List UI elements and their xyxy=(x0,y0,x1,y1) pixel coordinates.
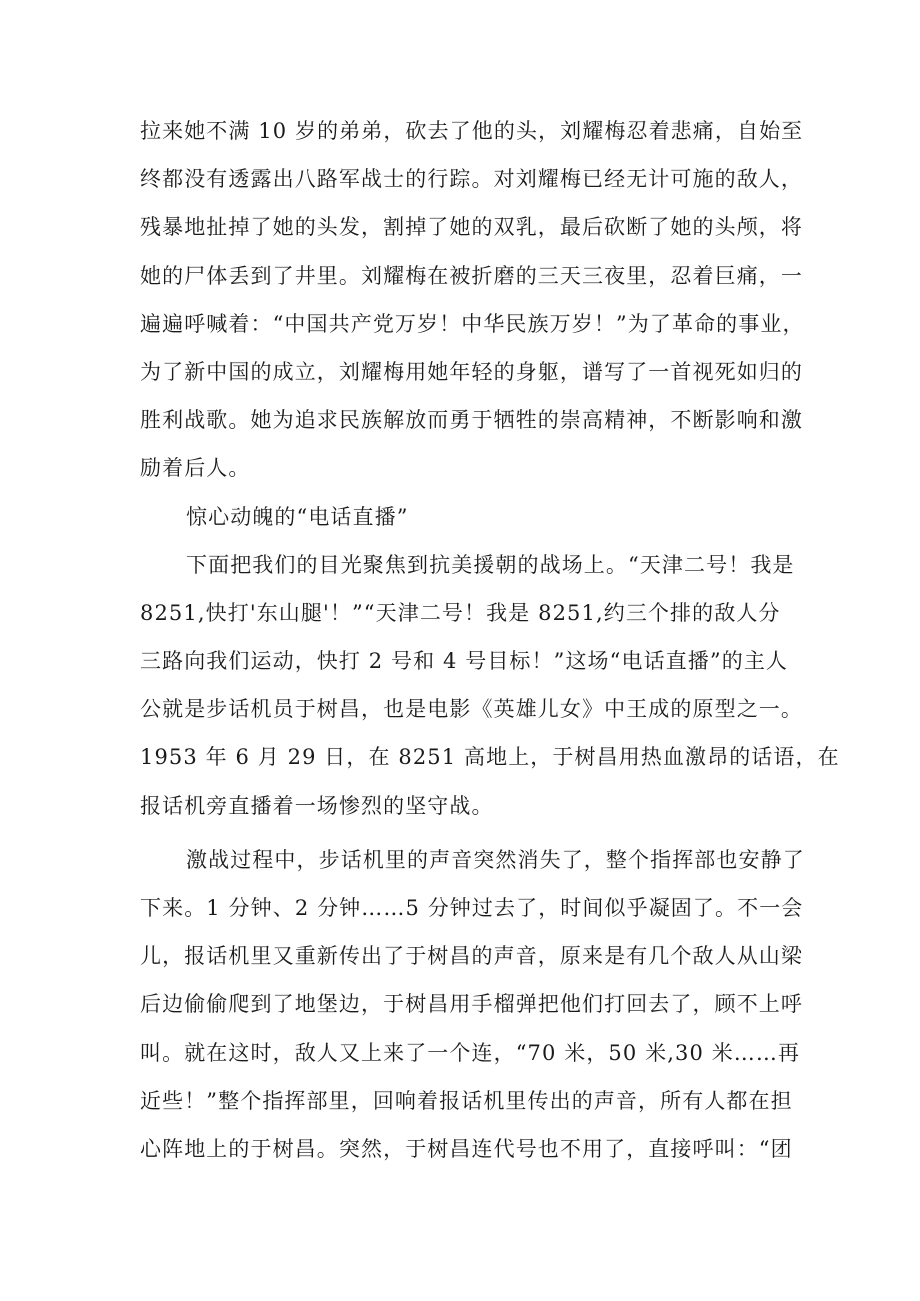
text-line: 儿，报话机里又重新传出了于树昌的声音，原来是有几个敌人从山梁 xyxy=(140,944,803,969)
text-line: 励着后人。 xyxy=(140,456,251,481)
text-line: 后边偷偷爬到了地堡边，于树昌用手榴弹把他们打回去了，顾不上呼 xyxy=(140,992,803,1017)
text-line: 残暴地扯掉了她的头发，割掉了她的双乳，最后砍断了她的头颅，将 xyxy=(140,215,803,240)
text-line: 三路向我们运动，快打 2 号和 4 号目标！”这场“电话直播”的主人 xyxy=(140,649,789,674)
text-line: 下来。1 分钟、2 分钟……5 分钟过去了，时间似乎凝固了。不一会 xyxy=(140,896,804,920)
text-line: 胜利战歌。她为追求民族解放而勇于牺牲的崇高精神，不断影响和激 xyxy=(140,408,803,433)
text-line: 报话机旁直播着一场惨烈的坚守战。 xyxy=(140,793,494,818)
text-line: 下面把我们的目光聚焦到抗美援朝的战场上。“天津二号！我是 xyxy=(186,552,795,577)
text-line: 叫。就在这时，敌人又上来了一个连，“70 米，50 米,30 米……再 xyxy=(140,1040,801,1065)
text-line: 她的尸体丢到了井里。刘耀梅在被折磨的三天三夜里，忍着巨痛，一 xyxy=(140,263,803,288)
paragraph-telephone-broadcast xyxy=(140,541,840,830)
text-line: 遍遍呼喊着：“中国共产党万岁！中华民族万岁！”为了革命的事业， xyxy=(140,311,805,336)
text-line: 公就是步话机员于树昌，也是电影《英雄儿女》中王成的原型之一。 xyxy=(140,697,803,722)
paragraph-battle xyxy=(140,836,805,1173)
paragraph-liu-yaomei xyxy=(140,107,805,493)
text-line: 激战过程中，步话机里的声音突然消失了，整个指挥部也安静了 xyxy=(186,847,805,872)
text-line: 8251,快打'东山腿'！”“天津二号！我是 8251,约三个排的敌人分 xyxy=(140,600,781,625)
text-line: 心阵地上的于树昌。突然，于树昌连代号也不用了，直接呼叫：“团 xyxy=(140,1136,793,1161)
text-line: 1953 年 6 月 29 日，在 8251 高地上，于树昌用热血激昂的话语，在 xyxy=(140,745,840,770)
text-line: 为了新中国的成立，刘耀梅用她年轻的身躯，谱写了一首视死如归的 xyxy=(140,359,803,384)
text-line: 终都没有透露出八路军战士的行踪。对刘耀梅已经无计可施的敌人， xyxy=(140,167,803,192)
text-line: 近些！”整个指挥部里，回响着报话机里传出的声音，所有人都在担 xyxy=(140,1088,793,1113)
document-body xyxy=(140,107,840,1173)
section-heading: 惊心动魄的“电话直播” xyxy=(186,504,409,529)
text-line: 拉来她不满 10 岁的弟弟，砍去了他的头，刘耀梅忍着悲痛，自始至 xyxy=(140,119,804,143)
